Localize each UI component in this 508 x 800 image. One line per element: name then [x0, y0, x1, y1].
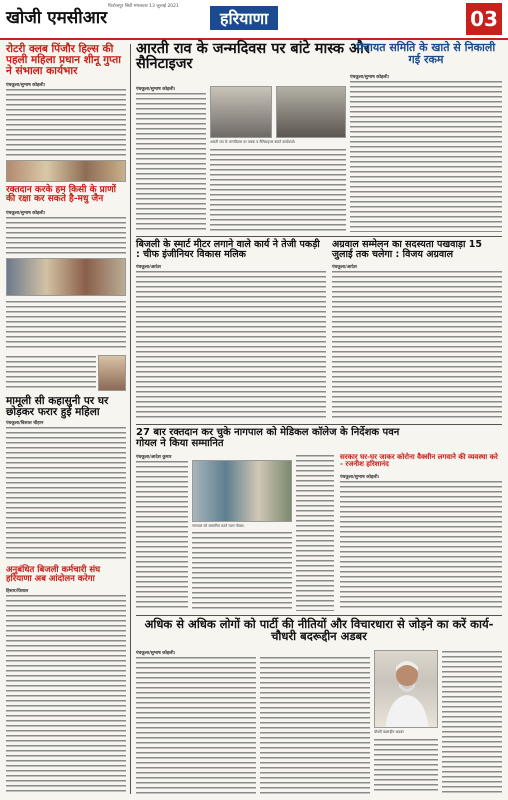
body-electric-union [6, 594, 126, 794]
body-nagpal-2 [192, 531, 292, 611]
body-aggarwal [332, 270, 502, 420]
body-nagpal-1 [136, 460, 188, 610]
body-blood-2 [6, 300, 126, 350]
divider-2 [136, 424, 502, 425]
body-aarti-rao-2 [210, 148, 346, 232]
blood-donation-photo [6, 258, 126, 296]
body-badruddin-1 [136, 656, 256, 794]
body-vaccine [340, 480, 502, 611]
caption-nagpal: नागपाल को सम्मानित करते पवन गोयल। [192, 524, 245, 528]
headline-woman: मामूली सी कहासुनी पर घर छोड़कर फरार हुई महिला [6, 395, 109, 419]
aarti-rao-photo-1 [210, 86, 272, 138]
headline-vaccine: सरकार घर-घर जाकर कोरोना वैक्सीन लगवाने की व्यवस्था करे - रजनीश हरिशानंद [340, 453, 498, 469]
byline-panchayat: पंचकूला/सुभाष कोहली। [350, 75, 390, 80]
aarti-rao-photo-2 [276, 86, 346, 138]
byline-nagpal: पंचकूला/आदेश कुमार [136, 455, 172, 460]
portrait-photo [98, 355, 126, 391]
headline-nagpal: 27 बार रक्तदान कर चुके नागपाल को मेडिकल कॉलेज के निर्देशक पवन गोयल ने किया सम्मानित [136, 427, 400, 449]
body-nagpal-3 [296, 454, 334, 611]
headline-panchayat: पंचायत समिति के खाते से निकाली गई रकम [356, 41, 496, 66]
byline-smart-meter: पंचकूला/आदेश [136, 265, 161, 270]
headline-rotary: रोटरी क्लब पिंजौर हिल्स की पहली महिला प्रधान शीनू गुप्ता ने संभाला कार्यभार [6, 43, 121, 78]
body-panchayat [350, 80, 502, 232]
nagpal-photo [192, 460, 292, 522]
page-number: 03 [466, 3, 502, 35]
byline-aarti-rao: पंचकूला/सुभाष कोहली। [136, 87, 176, 92]
body-rotary [6, 88, 126, 158]
caption-badruddin: चौधरी बदरूद्दीन अडबर [374, 730, 404, 734]
divider-3 [136, 615, 502, 616]
body-blood-3 [6, 355, 96, 391]
section-title: हरियाणा [210, 6, 278, 30]
headline-badruddin: अधिक से अधिक लोगों को पार्टी की नीतियों और विचारधारा से जोड़ने का करें कार्य-चौधरी बदरूद्दीन अडबर [144, 617, 494, 644]
body-badruddin-2 [260, 656, 370, 794]
badruddin-photo [374, 650, 438, 728]
newspaper-logo: खोजी एमसीआर [6, 8, 108, 28]
headline-electric-union: अनुबंधित बिजली कर्मचारी संघ हरियाणा अब आंदोलन करेगा [6, 565, 101, 584]
byline-rotary: पंचकूला/सुभाष कोहली। [6, 83, 46, 88]
byline-vaccine: पंचकूला/सुभाष कोहली। [340, 475, 380, 480]
byline-woman: पंचकूला/विशाल चौहान [6, 421, 44, 426]
portrait-figure [375, 651, 438, 728]
headline-blood: रक्तदान करके हम किसी के प्राणों की रक्षा कर सकते है-मधु जैन [6, 185, 116, 205]
body-blood [6, 216, 126, 256]
body-woman [6, 426, 126, 560]
rotary-photo [6, 160, 126, 182]
body-smart-meter [136, 270, 326, 420]
body-badruddin-4 [374, 738, 438, 794]
body-badruddin-3 [442, 650, 502, 794]
caption-aarti-rao: आरती राव के जन्मदिवस पर मास्क व सैनिटाइजर बांटते कार्यकर्ता। [210, 140, 296, 144]
masthead [0, 0, 508, 40]
column-divider [130, 44, 131, 794]
headline-aarti-rao: आरती राव के जन्मदिवस पर बांटे मास्क और सैनिटाइजर [136, 41, 370, 73]
byline-aggarwal: पंचकूला/आदेश [332, 265, 357, 270]
divider-1 [136, 236, 502, 237]
headline-smart-meter: बिजली के स्मार्ट मीटर लगाने वाले कार्य ने तेजी पकड़ी : चीफ इंजीनियर विकास मलिक [136, 239, 320, 260]
headline-aggarwal: अग्रवाल सम्मेलन का सदस्यता पखवाड़ा 15 जुलाई तक चलेगा : विजय अग्रवाल [332, 239, 482, 260]
byline-blood: पंचकूला/सुभाष कोहली। [6, 211, 46, 216]
dateline: फिरोजपुर सिटी मंगलवार 13 जुलाई 2021 [108, 4, 179, 9]
byline-electric-union: हिसार/विशाल [6, 589, 29, 594]
byline-badruddin: पंचकूला/सुभाष कोहली। [136, 651, 176, 656]
body-aarti-rao-1 [136, 92, 206, 232]
